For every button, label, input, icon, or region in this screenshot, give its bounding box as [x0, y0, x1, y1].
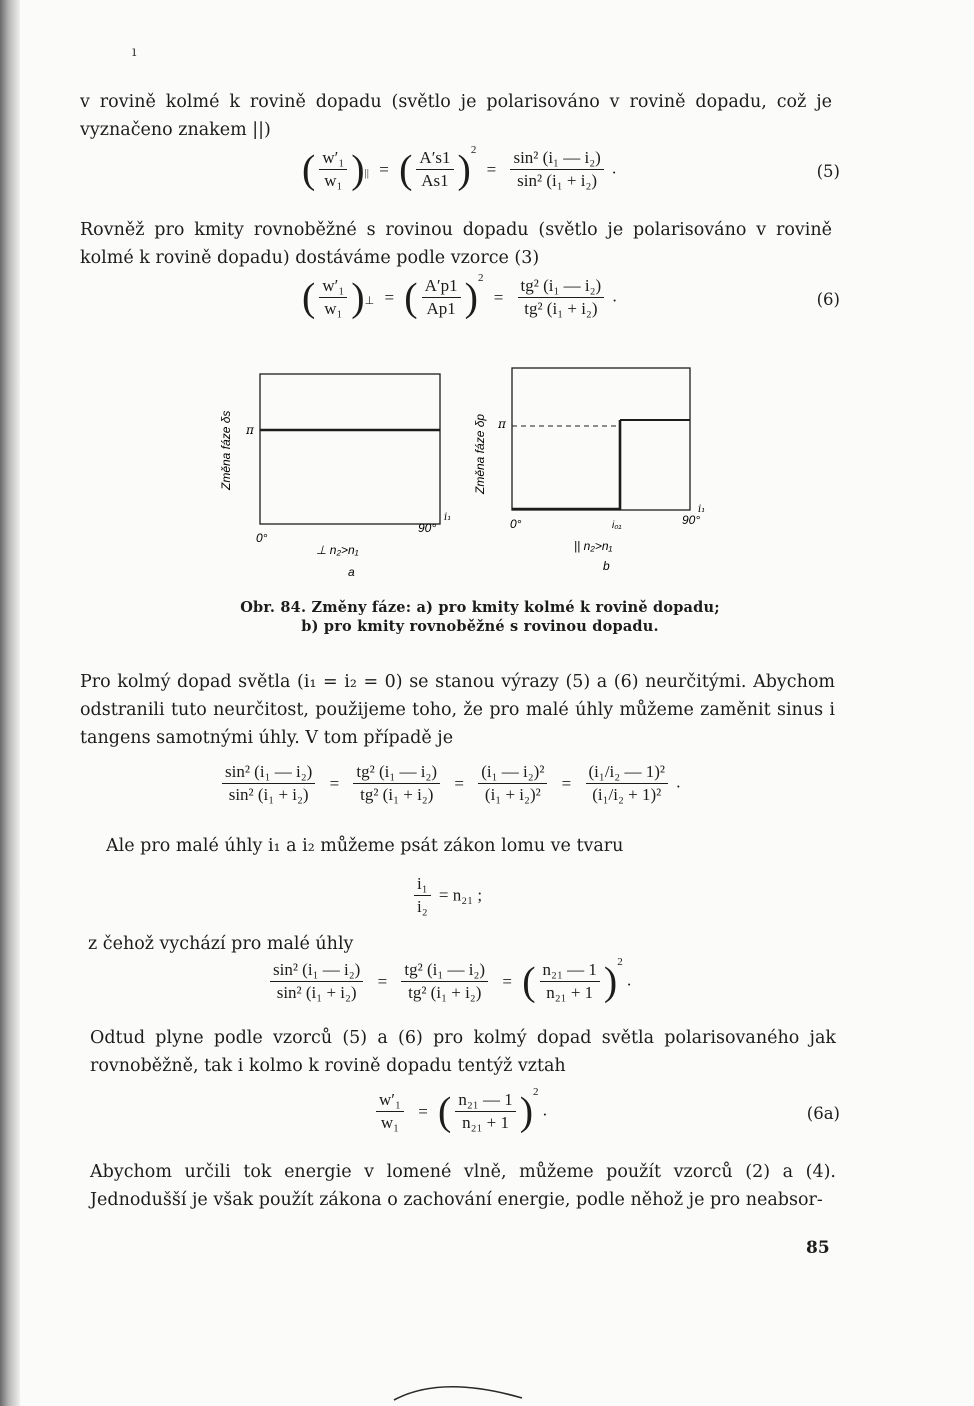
paragraph-4: Ale pro malé úhly i₁ a i₂ můžeme psát zákon lomu ve tvaru — [106, 836, 624, 856]
eq-small-b-den: tg² (i₁ + i₂) — [360, 785, 434, 804]
eq6-mid-numerator: A′p1 — [422, 276, 461, 298]
eq-result-a-den: sin² (i₁ + i₂) — [276, 983, 357, 1002]
page-binding-edge — [0, 0, 20, 1406]
equation-6: ( $\frac{\text{w′₁}}{\text{w₁}}$ )⊥ = ( $\frac{A'p1}{Ap1}$ )$^2$ = $\frac{\text{tg² (i₁ — i₂)}}{\text{tg² (i₁ + i₂)}}$ . — [302, 272, 617, 320]
eq-result-b-den: tg² (i₁ + i₂) — [408, 983, 482, 1002]
eq-small-a-den: sin² (i₁ + i₂) — [228, 785, 309, 804]
pencil-scribble — [390, 1374, 530, 1404]
panel-a-x-start: 0° — [256, 531, 268, 545]
equation-6-number: (6) — [816, 290, 840, 309]
eq6a-rhs-den: n₂₁ + 1 — [462, 1113, 510, 1132]
panel-b-frame — [512, 368, 690, 510]
figure-84 — [210, 360, 730, 585]
eq5-rhs-numerator: sin² (i₁ — i₂) — [510, 148, 603, 170]
panel-a-condition: ⊥ n₂>n₁ — [316, 543, 359, 557]
panel-b-ylabel: Změna fáze δp — [473, 413, 487, 494]
eq-result-c-den: n₂₁ + 1 — [546, 983, 594, 1002]
panel-b-x-var: i₁ — [698, 504, 706, 515]
eq6-mid-denominator: Ap1 — [426, 299, 456, 318]
eq-small-b-num: tg² (i₁ — i₂) — [353, 762, 440, 784]
eq6-mid-exponent: 2 — [477, 272, 484, 284]
eq5-lhs-denominator: w₁ — [324, 171, 343, 190]
page-number: 85 — [806, 1238, 830, 1258]
eq-small-c-num: (i₁ — i₂)² — [478, 762, 547, 784]
eq6a-lhs-num: w′₁ — [376, 1090, 404, 1112]
eq6-lhs-denominator: w₁ — [324, 299, 343, 318]
eq-small-c-den: (i₁ + i₂)² — [484, 785, 541, 804]
paragraph-2: Rovněž pro kmity rovnoběžné s rovinou dopadu (světlo je polarisováno v rovině kolmé k rovině dopadu) dostáváme podle vzorce (3) — [80, 220, 832, 268]
panel-b-pi-label: π — [498, 417, 506, 431]
caption-line-2: b) pro kmity rovnoběžné s rovinou dopadu. — [301, 618, 659, 635]
eq-small-d-den: (i₁/i₂ + 1)² — [592, 785, 662, 804]
eq5-lhs-numerator: w′₁ — [319, 148, 347, 170]
panel-b-x-mid: i₀₁ — [612, 520, 622, 531]
eq6a-rhs-num: n₂₁ — 1 — [455, 1090, 515, 1112]
eq-snell-num: i₁ — [414, 874, 431, 896]
paragraph-7: Abychom určili tok energie v lomené vlně, můžeme použít vzorců (2) a (4). Jednodušší je však použít zákona o zachování energie, podle něhož je pro neabsor- — [90, 1162, 836, 1210]
caption-line-1: Obr. 84. Změny fáze: a) pro kmity kolmé k rovině dopadu; — [240, 599, 720, 616]
panel-a-ylabel: Změna fáze δs — [219, 410, 233, 490]
eq-snell-den: i₂ — [417, 897, 428, 916]
eq-small-a-num: sin² (i₁ — i₂) — [222, 762, 315, 784]
eq6a-exp: 2 — [533, 1086, 539, 1098]
panel-a-frame — [260, 374, 440, 524]
eq-snell-rhs: = n₂₁ ; — [438, 885, 483, 905]
equation-6a-number: (6a) — [806, 1104, 840, 1123]
eq6-rhs-denominator: tg² (i₁ + i₂) — [524, 299, 598, 318]
equation-6a: $\frac{\text{w′₁}}{\text{w₁}}$ = ( $\frac{\text{n₂₁ — 1}}{\text{n₂₁ + 1}}$ )$^2$ . — [372, 1090, 547, 1133]
equation-5-number: (5) — [816, 162, 840, 181]
eq6-lhs-subscript: ⊥ — [364, 295, 375, 308]
eq-result-exp: 2 — [617, 956, 623, 968]
panel-b-letter: b — [603, 559, 610, 573]
paragraph-5: z čehož vychází pro malé úhly — [88, 934, 354, 954]
eq-result-c-num: n₂₁ — 1 — [540, 960, 600, 982]
panel-b-x-start: 0° — [510, 517, 522, 531]
paragraph-3: Pro kolmý dopad světla (i₁ = i₂ = 0) se stanou výrazy (5) a (6) neurčitými. Abychom odstranili tuto neurčitost, použijeme toho, že pro malé úhly můžeme zaměnit sinus i tangens samotnými úhly. V tom případě je — [80, 672, 835, 748]
top-mark: ı — [132, 44, 137, 60]
panel-a-x-end: 90° — [418, 521, 437, 535]
eq6-rhs-numerator: tg² (i₁ — i₂) — [518, 276, 605, 298]
equation-small-angle: $\frac{\text{sin² (i₁ — i₂)}}{\text{sin² (i₁ + i₂)}}$ = $\frac{\text{tg² (i₁ — i₂)}}{\text{tg² (i₁ + i₂)}}$ = $\frac{\text{(i₁ — i₂)²}}{\text{(i₁ + i₂)²}}$ = $\frac{\text{(i₁/i₂ — 1)²}}{\text{(i₁/i₂ + 1)²}}$ . — [218, 762, 680, 805]
eq5-mid-denominator: As1 — [421, 171, 449, 190]
equation-snell — [410, 874, 482, 917]
panel-a-pi-label: π — [246, 423, 254, 437]
eq5-lhs-subscript: || — [364, 167, 369, 180]
eq-result-b-num: tg² (i₁ — i₂) — [401, 960, 488, 982]
panel-b-condition: || n₂>n₁ — [574, 539, 613, 553]
eq-result-a-num: sin² (i₁ — i₂) — [270, 960, 363, 982]
panel-a-x-var: i₁ — [444, 512, 452, 523]
figure-caption — [200, 598, 760, 636]
eq5-mid-numerator: A′s1 — [416, 148, 453, 170]
eq5-mid-exponent: 2 — [470, 144, 477, 156]
eq6a-lhs-den: w₁ — [380, 1113, 400, 1132]
eq6-lhs-numerator: w′₁ — [319, 276, 347, 298]
equation-5: ( $\frac{\text{w′₁}}{\text{w₁}}$ )|| = ( $\frac{A's1}{As1}$ )$^2$ = $\frac{\text{sin² (i₁ — i₂)}}{\text{sin² (i₁ + i₂)}}$ . — [302, 144, 617, 192]
panel-a-letter: a — [348, 565, 355, 579]
equation-small-result: $\frac{\text{sin² (i₁ — i₂)}}{\text{sin² (i₁ + i₂)}}$ = $\frac{\text{tg² (i₁ — i₂)}}{\text{tg² (i₁ + i₂)}}$ = ( $\frac{\text{n₂₁ — 1}}{\text{n₂₁ + 1}}$ )$^2$ . — [266, 960, 631, 1003]
paragraph-6: Odtud plyne podle vzorců (5) a (6) pro kolmý dopad světla polarisovaného jak rovnoběžně, tak i kolmo k rovině dopadu tentýž vztah — [90, 1028, 836, 1076]
eq5-rhs-denominator: sin² (i₁ + i₂) — [517, 171, 598, 190]
paragraph-1: v rovině kolmé k rovině dopadu (světlo je polarisováno v rovině dopadu, což je vyznačeno znakem ||) — [80, 92, 832, 140]
panel-b-x-end: 90° — [682, 513, 701, 527]
eq-small-d-num: (i₁/i₂ — 1)² — [586, 762, 668, 784]
